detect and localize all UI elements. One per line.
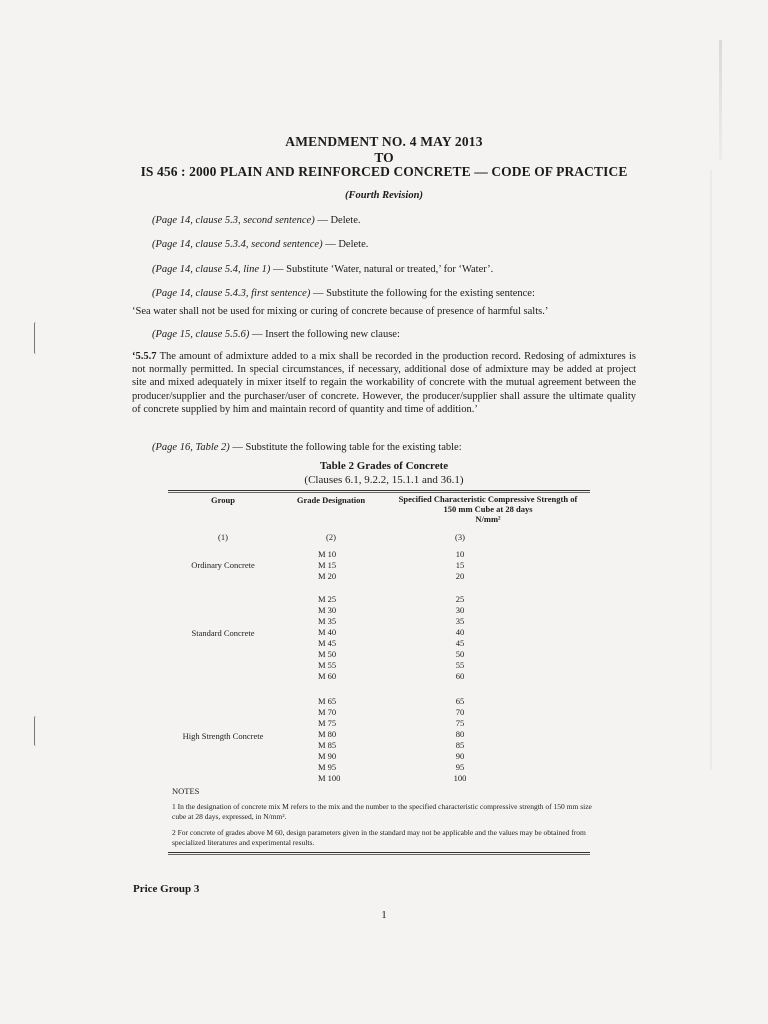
strength-cell: 45 bbox=[455, 638, 465, 648]
item-text: — Insert the following new clause: bbox=[249, 329, 400, 340]
grade-cell: M 60 bbox=[318, 671, 337, 681]
grade-cell: M 55 bbox=[318, 660, 337, 670]
item-reference: (Page 15, clause 5.5.6) bbox=[152, 329, 250, 340]
strength-cell: 100 bbox=[453, 773, 467, 783]
amendment-to: TO bbox=[374, 150, 394, 165]
strength-cell: 35 bbox=[455, 616, 465, 626]
item-text: — Substitute the following for the existing sentence: bbox=[310, 288, 535, 299]
grade-cell: M 40 bbox=[318, 627, 337, 637]
strength-cell: 70 bbox=[455, 707, 465, 717]
item-reference: (Page 16, Table 2) bbox=[152, 442, 230, 453]
strength-cell: 10 bbox=[455, 549, 465, 559]
strength-cell: 80 bbox=[455, 729, 465, 739]
strength-cell: 60 bbox=[455, 671, 465, 681]
strength-list-ordinary bbox=[440, 549, 480, 582]
margin-bracket-mark bbox=[34, 322, 41, 354]
grade-cell: M 75 bbox=[318, 718, 337, 728]
strength-cell: 55 bbox=[455, 660, 465, 670]
item-reference: (Page 14, clause 5.3, second sentence) bbox=[152, 215, 315, 226]
grade-cell: M 20 bbox=[318, 571, 337, 581]
grade-cell: M 15 bbox=[318, 560, 337, 570]
grade-cell: M 70 bbox=[318, 707, 337, 717]
margin-bracket-mark bbox=[34, 716, 41, 746]
item-text: — Substitute ‘Water, natural or treated,’ for ‘Water’. bbox=[270, 264, 494, 275]
item-reference: (Page 14, clause 5.3.4, second sentence) bbox=[152, 239, 323, 250]
strength-cell: 75 bbox=[455, 718, 465, 728]
sea-water-sentence: ‘Sea water shall not be used for mixing or curing of concrete because of presence of harmful salts.’ bbox=[132, 306, 549, 317]
price-group: Price Group 3 bbox=[133, 883, 200, 895]
grade-cell: M 25 bbox=[318, 594, 337, 604]
grade-list-high-strength bbox=[318, 696, 358, 784]
item-text: — Delete. bbox=[322, 239, 369, 250]
amendment-item-6 bbox=[152, 328, 612, 341]
strength-cell: 90 bbox=[455, 751, 465, 761]
item-reference: (Page 14, clause 5.4, line 1) bbox=[152, 264, 271, 275]
grade-cell: M 90 bbox=[318, 751, 337, 761]
grade-cell: M 45 bbox=[318, 638, 337, 648]
group-standard-concrete: Standard Concrete bbox=[191, 628, 255, 638]
clause-5-5-7 bbox=[132, 350, 636, 416]
group-high-strength-concrete: High Strength Concrete bbox=[182, 731, 264, 741]
item-reference: (Page 14, clause 5.4.3, first sentence) bbox=[152, 288, 311, 299]
column-header-grade: Grade Designation bbox=[296, 495, 366, 505]
strength-cell: 15 bbox=[455, 560, 465, 570]
strength-cell: 85 bbox=[455, 740, 465, 750]
grade-cell: M 65 bbox=[318, 696, 337, 706]
grade-list-ordinary bbox=[318, 549, 358, 582]
strength-cell: 40 bbox=[455, 627, 465, 637]
page-number: 1 bbox=[381, 909, 387, 921]
grade-cell: M 10 bbox=[318, 549, 337, 559]
column-header-line: N/mm² bbox=[475, 514, 501, 524]
column-number: (1) bbox=[218, 532, 228, 542]
amendment-item-3 bbox=[152, 263, 612, 276]
grade-cell: M 100 bbox=[318, 773, 341, 783]
table-title: Table 2 Grades of Concrete bbox=[319, 460, 449, 472]
strength-cell: 20 bbox=[455, 571, 465, 581]
table-clauses: (Clauses 6.1, 9.2.2, 15.1.1 and 36.1) bbox=[304, 474, 464, 486]
grade-cell: M 50 bbox=[318, 649, 337, 659]
grade-cell: M 80 bbox=[318, 729, 337, 739]
notes-heading: NOTES bbox=[172, 786, 200, 796]
strength-list-high-strength bbox=[440, 696, 480, 784]
amendment-item-4 bbox=[152, 287, 612, 300]
column-number: (2) bbox=[326, 532, 336, 542]
clause-text: The amount of admixture added to a mix shall be recorded in the production record. Redosing of admixtures is not normally permitted. In special circumstances, if necessary, additional dose of admixture may be added at project site and mixed adequately in mixer itself to regain the workability of concrete with the mutual agreement between the producer/supplier and the purchaser/user of concrete. However, the producer/supplier shall assure the ultimate quality of concrete supplied by him and maintain record of quantity and time of addition.’ bbox=[132, 351, 636, 415]
revision-label: (Fourth Revision) bbox=[345, 190, 423, 201]
grade-list-standard bbox=[318, 594, 358, 682]
amendment-item-1 bbox=[152, 214, 612, 227]
item-text: — Substitute the following table for the existing table: bbox=[229, 442, 462, 453]
column-number: (3) bbox=[455, 532, 465, 542]
table-bottom-rule bbox=[168, 854, 590, 855]
strength-cell: 30 bbox=[455, 605, 465, 615]
grade-cell: M 85 bbox=[318, 740, 337, 750]
grade-cell: M 30 bbox=[318, 605, 337, 615]
column-header-strength bbox=[388, 494, 588, 524]
column-header-line: 150 mm Cube at 28 days bbox=[443, 504, 533, 514]
strength-cell: 65 bbox=[455, 696, 465, 706]
amendment-item-2 bbox=[152, 238, 612, 251]
note-1: 1 In the designation of concrete mix M refers to the mix and the number to the specified characteristic compressive strength of 150 mm size cube at 28 days, expressed, in N/mm². bbox=[172, 802, 592, 821]
strength-cell: 50 bbox=[455, 649, 465, 659]
strength-cell: 95 bbox=[455, 762, 465, 772]
strength-cell: 25 bbox=[455, 594, 465, 604]
table-bottom-rule bbox=[168, 852, 590, 853]
grade-cell: M 95 bbox=[318, 762, 337, 772]
note-2: 2 For concrete of grades above M 60, design parameters given in the standard may not be applicable and the values may be obtained from specialized literatures and experimental results. bbox=[172, 828, 586, 847]
clause-number: ‘5.5.7 bbox=[132, 351, 157, 362]
grade-cell: M 35 bbox=[318, 616, 337, 626]
table-top-rule bbox=[168, 490, 590, 491]
group-ordinary-concrete: Ordinary Concrete bbox=[191, 560, 255, 570]
column-header-line: Specified Characteristic Compressive Strength of bbox=[398, 494, 578, 504]
amendment-item-8 bbox=[152, 441, 612, 454]
table-top-rule bbox=[168, 492, 590, 493]
amendment-title: AMENDMENT NO. 4 MAY 2013 bbox=[285, 134, 483, 149]
column-header-group: Group bbox=[211, 495, 235, 505]
item-text: — Delete. bbox=[314, 215, 361, 226]
strength-list-standard bbox=[440, 594, 480, 682]
standard-title: IS 456 : 2000 PLAIN AND REINFORCED CONCRETE — CODE OF PRACTICE bbox=[140, 164, 628, 179]
